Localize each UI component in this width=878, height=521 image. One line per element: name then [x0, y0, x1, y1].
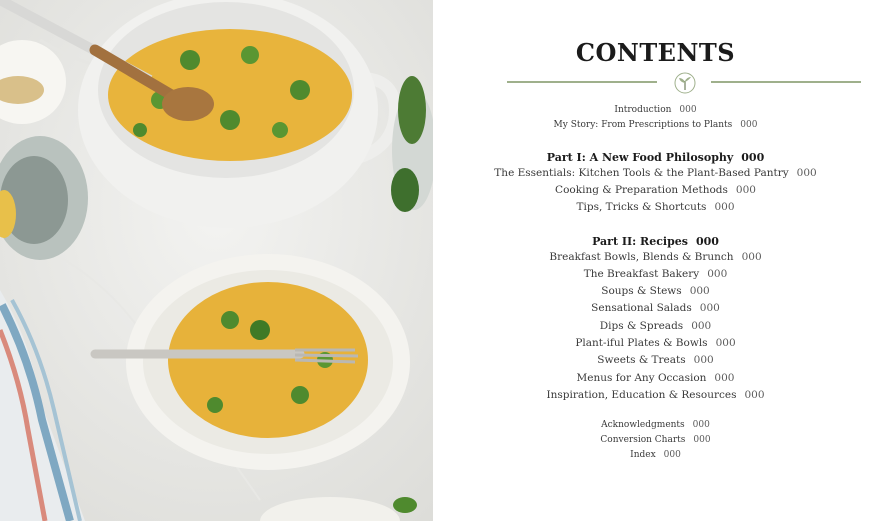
toc-entry-introduction[interactable]	[433, 105, 878, 115]
toc-entry-label: Soups & Stews	[601, 285, 682, 297]
toc-entry-page: 000	[693, 435, 711, 445]
toc-entry-label: Introduction	[614, 105, 672, 115]
toc-entry-breakfast-bowls[interactable]	[433, 251, 878, 263]
toc-entry-label: Dips & Spreads	[599, 320, 684, 332]
toc-entry-menus[interactable]	[433, 372, 878, 384]
toc-heading-label: Part II: Recipes	[592, 235, 688, 248]
toc-entry-label: My Story: From Prescriptions to Plants	[553, 120, 733, 130]
toc-entry-page: 000	[691, 320, 712, 332]
toc-part2-heading[interactable]	[433, 235, 878, 248]
toc-entry-page: 000	[693, 354, 714, 366]
toc-entry-label: Sweets & Treats	[597, 354, 686, 366]
page-title: CONTENTS	[575, 38, 736, 67]
title-divider-left	[507, 81, 657, 83]
toc-entry-label: Tips, Tricks & Shortcuts	[576, 201, 707, 213]
toc-entry-page: 000	[699, 302, 720, 314]
toc-entry-breakfast-bakery[interactable]	[433, 268, 878, 280]
toc-entry-label: Menus for Any Occasion	[576, 372, 707, 384]
toc-entry-page: 000	[714, 372, 735, 384]
toc-entry-salads[interactable]	[433, 302, 878, 314]
toc-entry-label: Breakfast Bowls, Blends & Brunch	[549, 251, 734, 263]
toc-heading-label: Part I: A New Food Philosophy	[546, 151, 734, 164]
toc-heading-page: 000	[695, 235, 719, 248]
toc-entry-page: 000	[744, 389, 765, 401]
pasta-plate	[126, 254, 410, 470]
food-photo	[0, 0, 433, 521]
toc-entry-page: 000	[715, 337, 736, 349]
toc-entry-conversion-charts[interactable]	[433, 435, 878, 445]
toc-entry-page: 000	[796, 167, 817, 179]
toc-entry-label: Conversion Charts	[600, 435, 686, 445]
toc-entry-label: Cooking & Preparation Methods	[555, 184, 728, 196]
toc-entry-page: 000	[740, 120, 758, 130]
toc-entry-soups[interactable]	[433, 285, 878, 297]
toc-entry-label: Plant-iful Plates & Bowls	[575, 337, 708, 349]
toc-entry-acknowledgments[interactable]	[433, 420, 878, 430]
toc-entry-page: 000	[663, 450, 681, 460]
toc-entry-tips[interactable]	[433, 201, 878, 213]
toc-entry-label: Acknowledgments	[601, 420, 685, 430]
toc-entry-essentials[interactable]	[433, 167, 878, 179]
toc-entry-page: 000	[714, 201, 735, 213]
toc-entry-label: Inspiration, Education & Resources	[546, 389, 737, 401]
toc-part1-heading[interactable]	[433, 151, 878, 164]
sprout-emblem-icon	[674, 72, 696, 94]
toc-entry-page: 000	[707, 268, 728, 280]
toc-entry-page: 000	[735, 184, 756, 196]
toc-entry-plates-bowls[interactable]	[433, 337, 878, 349]
toc-entry-sweets[interactable]	[433, 354, 878, 366]
toc-entry-page: 000	[741, 251, 762, 263]
toc-entry-page: 000	[692, 420, 710, 430]
toc-entry-inspiration[interactable]	[433, 389, 878, 401]
toc-entry-label: The Essentials: Kitchen Tools & the Plant-Based Pantry	[494, 167, 789, 179]
toc-entry-index[interactable]	[433, 450, 878, 460]
toc-entry-cooking-methods[interactable]	[433, 184, 878, 196]
toc-entry-page: 000	[679, 105, 697, 115]
toc-entry-label: The Breakfast Bakery	[583, 268, 700, 280]
toc-entry-label: Sensational Salads	[591, 302, 692, 314]
title-divider-right	[711, 81, 861, 83]
contents-page	[433, 0, 878, 521]
toc-entry-page: 000	[689, 285, 710, 297]
toc-entry-label: Index	[630, 450, 656, 460]
toc-heading-page: 000	[741, 151, 765, 164]
toc-entry-dips[interactable]	[433, 320, 878, 332]
toc-entry-my-story[interactable]	[433, 120, 878, 130]
